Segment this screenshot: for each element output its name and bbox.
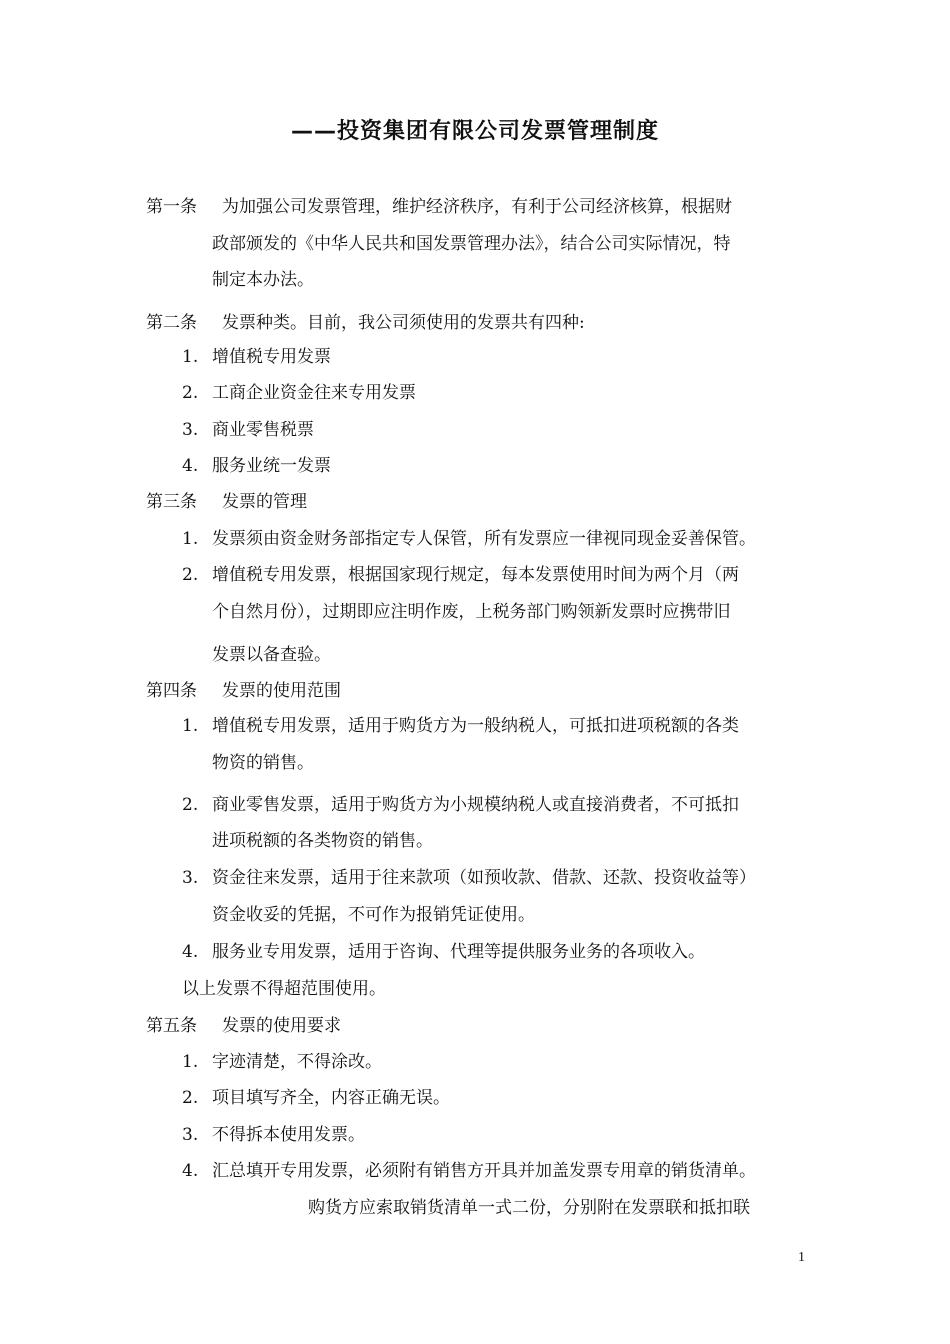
article-text: 发票的管理 bbox=[222, 492, 307, 512]
list-item-number: 2. bbox=[182, 795, 199, 815]
article-heading bbox=[146, 490, 307, 514]
list-item-number: 1. bbox=[182, 347, 199, 367]
list-item-text: 服务业专用发票，适用于咨询、代理等提供服务业务的各项收入。 bbox=[212, 942, 705, 962]
continuation-line: 资金收妥的凭据，不可作为报销凭证使用。 bbox=[212, 905, 535, 925]
list-item-number: 3. bbox=[182, 420, 199, 440]
list-item bbox=[182, 866, 756, 890]
list-item bbox=[182, 1159, 756, 1183]
article-heading bbox=[146, 311, 585, 335]
list-item bbox=[182, 381, 416, 405]
list-item-text: 项目填写齐全，内容正确无误。 bbox=[212, 1088, 450, 1108]
article-number: 第三条 bbox=[146, 492, 197, 512]
list-item bbox=[182, 1050, 382, 1074]
page-number: 1 bbox=[798, 1250, 805, 1265]
list-item-text: 不得拆本使用发票。 bbox=[212, 1125, 365, 1145]
list-item-number: 1. bbox=[182, 716, 199, 736]
list-item bbox=[182, 527, 756, 551]
paragraph-line: 以上发票不得超范围使用。 bbox=[182, 979, 386, 999]
list-item bbox=[182, 940, 705, 964]
list-item-text: 商业零售税票 bbox=[212, 420, 314, 440]
article-number: 第一条 bbox=[146, 197, 197, 217]
list-item-text: 汇总填开专用发票，必须附有销售方开具并加盖发票专用章的销货清单。 bbox=[212, 1161, 756, 1181]
list-item bbox=[182, 454, 331, 478]
list-item-number: 3. bbox=[182, 868, 199, 888]
list-item-text: 工商企业资金往来专用发票 bbox=[212, 383, 416, 403]
list-item-number: 1. bbox=[182, 1052, 199, 1072]
article-number: 第五条 bbox=[146, 1016, 197, 1036]
list-item-text: 服务业统一发票 bbox=[212, 456, 331, 476]
article-text: 发票的使用要求 bbox=[222, 1016, 341, 1036]
list-item-text: 增值税专用发票，根据国家现行规定，每本发票使用时间为两个月（两 bbox=[212, 565, 739, 585]
article-number: 第二条 bbox=[146, 313, 197, 333]
list-item bbox=[182, 563, 739, 587]
list-item bbox=[182, 345, 331, 369]
list-item-number: 2. bbox=[182, 1088, 199, 1108]
article-heading bbox=[146, 679, 341, 703]
list-item-text: 商业零售发票，适用于购货方为小规模纳税人或直接消费者，不可抵扣 bbox=[212, 795, 739, 815]
list-item-number: 4. bbox=[182, 942, 199, 962]
list-item-number: 4. bbox=[182, 456, 199, 476]
list-item-text: 发票须由资金财务部指定专人保管，所有发票应一律视同现金妥善保管。 bbox=[212, 529, 756, 549]
list-item-text: 资金往来发票，适用于往来款项（如预收款、借款、还款、投资收益等） bbox=[212, 868, 756, 888]
list-item bbox=[182, 1086, 450, 1110]
list-item-number: 4. bbox=[182, 1161, 199, 1181]
continuation-line: 发票以备查验。 bbox=[212, 645, 331, 665]
list-item bbox=[182, 714, 739, 738]
document-title: ——投资集团有限公司发票管理制度 bbox=[290, 119, 659, 144]
list-item-text: 字迹清楚，不得涂改。 bbox=[212, 1052, 382, 1072]
list-item-number: 1. bbox=[182, 529, 199, 549]
list-item-text: 增值税专用发票 bbox=[212, 347, 331, 367]
article-text: 发票的使用范围 bbox=[222, 681, 341, 701]
paragraph-line: 购货方应索取销货清单一式二份，分别附在发票联和抵扣联 bbox=[308, 1198, 750, 1218]
continuation-line: 物资的销售。 bbox=[212, 753, 314, 773]
list-item bbox=[182, 793, 739, 817]
list-item-number: 2. bbox=[182, 565, 199, 585]
article-text: 发票种类。目前，我公司须使用的发票共有四种: bbox=[222, 313, 585, 333]
list-item-number: 3. bbox=[182, 1125, 199, 1145]
list-item bbox=[182, 1123, 365, 1147]
list-item-number: 2. bbox=[182, 383, 199, 403]
article-heading bbox=[146, 195, 732, 219]
list-item-text: 增值税专用发票，适用于购货方为一般纳税人，可抵扣进项税额的各类 bbox=[212, 716, 739, 736]
continuation-line: 个自然月份），过期即应注明作废，上税务部门购领新发票时应携带旧 bbox=[212, 602, 731, 622]
article-number: 第四条 bbox=[146, 681, 197, 701]
continuation-line: 进项税额的各类物资的销售。 bbox=[212, 831, 433, 851]
article-heading bbox=[146, 1014, 341, 1038]
continuation-line: 制定本办法。 bbox=[212, 270, 314, 290]
list-item bbox=[182, 418, 314, 442]
continuation-line: 政部颁发的《中华人民共和国发票管理办法》，结合公司实际情况，特 bbox=[212, 234, 731, 254]
article-text: 为加强公司发票管理，维护经济秩序，有利于公司经济核算，根据财 bbox=[222, 197, 732, 217]
